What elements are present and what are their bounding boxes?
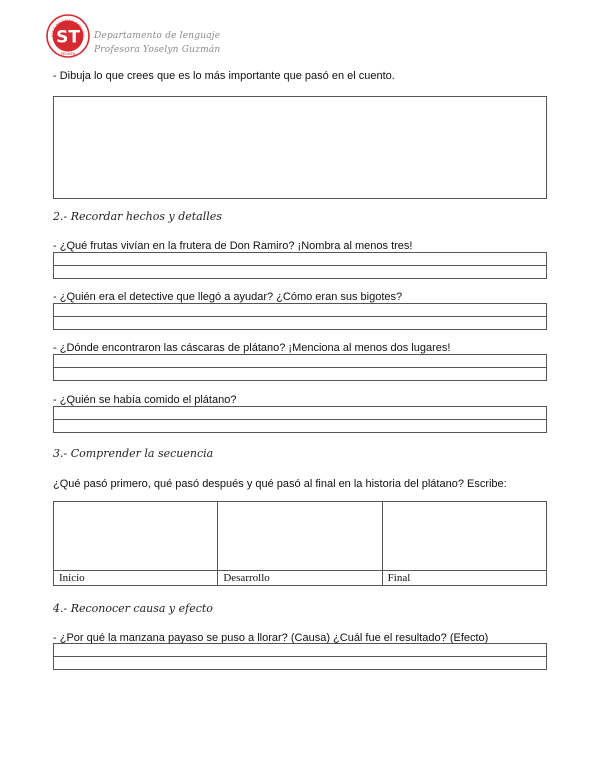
- answer-box-detective[interactable]: [53, 303, 547, 330]
- sequence-prompt: ¿Qué pasó primero, qué pasó después y qué pasó al final en la historia del plátano? Escribe:: [53, 478, 507, 490]
- section-3-title: 3.- Comprender la secuencia: [53, 447, 214, 460]
- answer-box-who-ate[interactable]: [53, 406, 547, 433]
- sequence-cell-inicio[interactable]: [54, 502, 218, 585]
- logo-text: ST: [56, 27, 80, 48]
- logo-ring-text: AINT THOMAS COLLEG: [50, 18, 86, 38]
- teacher-label: Profesora Yoselyn Guzmán: [94, 45, 221, 55]
- department-label: Departamento de lenguaje: [94, 31, 221, 41]
- sequence-label-final: Final: [383, 570, 546, 585]
- answer-box-peels[interactable]: [53, 354, 547, 381]
- school-logo: [46, 14, 90, 58]
- section-2-title: 2.- Recordar hechos y detalles: [53, 210, 222, 223]
- answer-box-fruits[interactable]: [53, 252, 547, 279]
- question-detective: - ¿Quién era el detective que llegó a ayudar? ¿Cómo eran sus bigotes?: [53, 291, 403, 303]
- question-who-ate: - ¿Quién se había comido el plátano?: [53, 394, 237, 406]
- logo-bottom-text: PELIHEN: [60, 52, 76, 56]
- question-cause-effect: - ¿Por qué la manzana payaso se puso a llorar? (Causa) ¿Cuál fue el resultado? (Efecto): [53, 632, 489, 644]
- sequence-cell-desarrollo[interactable]: [218, 502, 382, 585]
- drawing-instruction: - Dibuja lo que crees que es lo más importante que pasó en el cuento.: [53, 70, 395, 82]
- sequence-label-inicio: Inicio: [54, 570, 217, 585]
- sequence-table: [53, 501, 547, 586]
- answer-box-cause-effect[interactable]: [53, 643, 547, 670]
- section-4-title: 4.- Reconocer causa y efecto: [53, 602, 213, 615]
- question-fruits: - ¿Qué frutas vivían en la frutera de Don Ramiro? ¡Nombra al menos tres!: [53, 240, 413, 252]
- sequence-cell-final[interactable]: [383, 502, 546, 585]
- drawing-box[interactable]: [53, 96, 547, 199]
- question-peels: - ¿Dónde encontraron las cáscaras de plátano? ¡Menciona al menos dos lugares!: [53, 342, 451, 354]
- sequence-label-desarrollo: Desarrollo: [218, 570, 381, 585]
